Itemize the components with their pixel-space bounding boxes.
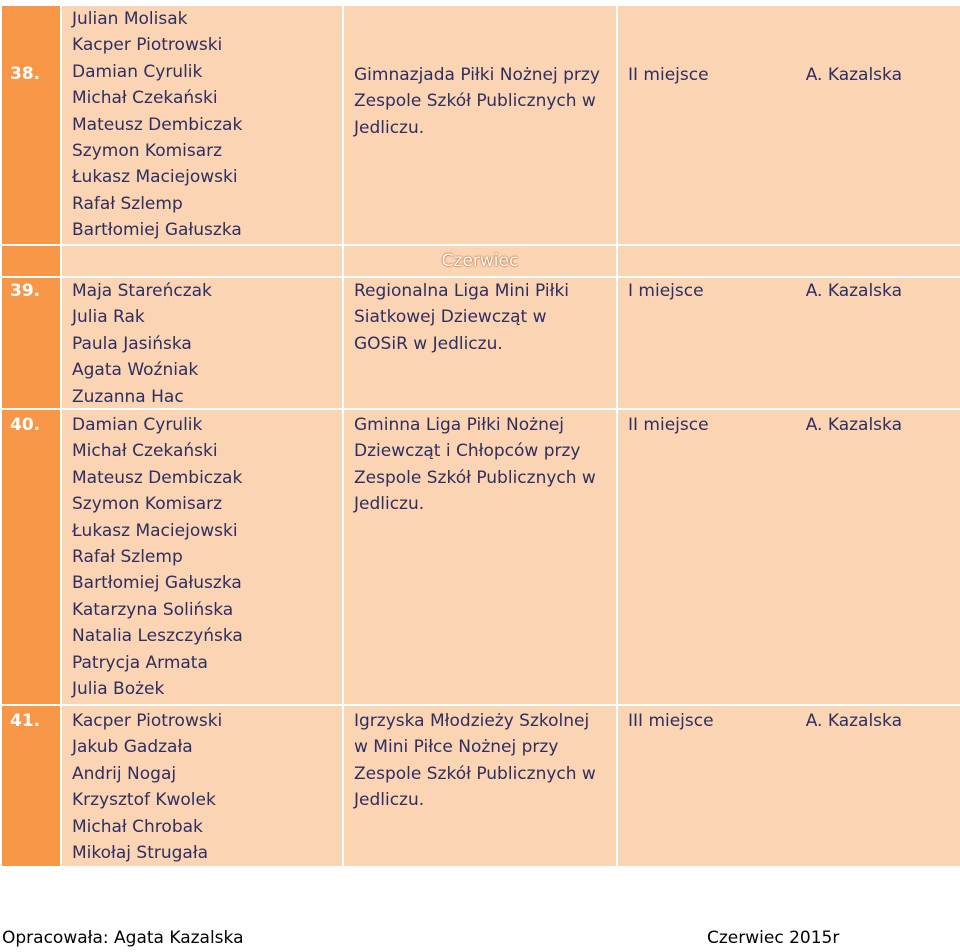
result-cell: [618, 6, 960, 244]
names-list: [72, 412, 243, 702]
number-cell: [2, 6, 60, 244]
row-number: 39.: [10, 281, 41, 301]
student-name: Michał Czekański: [72, 88, 218, 109]
place-text: I miejsce: [628, 281, 704, 301]
event-description: [354, 278, 569, 357]
teacher-name: A. Kazalska: [805, 65, 902, 85]
month-row-result-cell: [618, 246, 960, 276]
student-name: Natalia Leszczyńska: [72, 626, 243, 647]
number-cell: [2, 410, 60, 704]
event-line: Zespole Szkół Publicznych w: [354, 763, 596, 784]
student-name: Patrycja Armata: [72, 652, 208, 673]
event-line: Zespole Szkół Publicznych w: [354, 91, 596, 112]
event-line: Gimnazjada Piłki Nożnej przy: [354, 65, 600, 85]
student-name: Krzysztof Kwolek: [72, 790, 216, 811]
footer-date: Czerwiec 2015r: [707, 928, 840, 948]
number-cell: [2, 706, 60, 866]
student-name: Maja Stareńczak: [72, 281, 212, 301]
teacher-name: A. Kazalska: [805, 415, 902, 435]
place-text: II miejsce: [628, 65, 709, 85]
event-description: [354, 62, 600, 141]
event-cell: [344, 706, 616, 866]
row-number: 38.: [10, 64, 41, 84]
names-list: [72, 708, 222, 866]
student-name: Mateusz Dembiczak: [72, 467, 243, 488]
names-cell: [62, 706, 342, 866]
student-name: Bartłomiej Gałuszka: [72, 573, 242, 594]
event-line: Jedliczu.: [354, 494, 425, 515]
student-name: Damian Cyrulik: [72, 415, 203, 435]
event-line: Zespole Szkół Publicznych w: [354, 467, 596, 488]
names-cell: [62, 410, 342, 704]
student-name: Michał Czekański: [72, 441, 218, 462]
student-name: Łukasz Maciejowski: [72, 520, 238, 541]
place-text: II miejsce: [628, 415, 709, 435]
event-line: w Mini Piłce Nożnej przy: [354, 737, 559, 758]
result-cell: [618, 706, 960, 866]
event-cell: [344, 278, 616, 408]
result-cell: [618, 410, 960, 704]
event-line: Gminna Liga Piłki Nożnej: [354, 415, 565, 435]
names-list: [72, 278, 212, 410]
student-name: Jakub Gadzała: [72, 737, 193, 758]
student-name: Agata Woźniak: [72, 360, 199, 381]
event-description: [354, 412, 596, 518]
student-name: Michał Chrobak: [72, 816, 203, 837]
month-row-number-cell: [2, 246, 60, 276]
student-name: Damian Cyrulik: [72, 61, 203, 82]
student-name: Mateusz Dembiczak: [72, 114, 243, 135]
event-line: Jedliczu.: [354, 117, 425, 138]
student-name: Julia Rak: [72, 307, 145, 328]
event-line: Siatkowej Dziewcząt w: [354, 307, 547, 328]
student-name: Rafał Szlemp: [72, 193, 183, 214]
event-line: Jedliczu.: [354, 790, 425, 811]
event-cell: [344, 410, 616, 704]
student-name: Szymon Komisarz: [72, 494, 223, 515]
footer-author: Opracowała: Agata Kazalska: [2, 928, 244, 948]
row-number: 40.: [10, 415, 41, 435]
student-name: Kacper Piotrowski: [72, 711, 223, 731]
student-name: Szymon Komisarz: [72, 141, 223, 162]
month-row-names-cell: [62, 246, 342, 276]
student-name: Julia Bożek: [72, 679, 165, 700]
names-cell: [62, 278, 342, 408]
event-description: [354, 708, 596, 814]
student-name: Andrij Nogaj: [72, 763, 177, 784]
student-name: Julian Molisak: [72, 9, 188, 29]
month-cell: [344, 246, 616, 276]
event-cell: [344, 6, 616, 244]
row-number: 41.: [10, 711, 41, 731]
student-name: Mikołaj Strugała: [72, 843, 209, 864]
event-line: Dziewcząt i Chłopców przy: [354, 441, 581, 462]
event-line: Igrzyska Młodzieży Szkolnej: [354, 711, 590, 731]
event-line: Regionalna Liga Mini Piłki: [354, 281, 570, 301]
names-cell: [62, 6, 342, 244]
place-text: III miejsce: [628, 711, 714, 731]
result-cell: [618, 278, 960, 408]
month-heading: Czerwiec: [441, 251, 519, 271]
student-name: Paula Jasińska: [72, 333, 192, 354]
student-name: Kacper Piotrowski: [72, 35, 223, 56]
student-name: Łukasz Maciejowski: [72, 167, 238, 188]
teacher-name: A. Kazalska: [805, 711, 902, 731]
student-name: Bartłomiej Gałuszka: [72, 220, 242, 241]
event-line: GOSiR w Jedliczu.: [354, 333, 503, 354]
student-name: Zuzanna Hac: [72, 386, 184, 407]
number-cell: [2, 278, 60, 408]
student-name: Katarzyna Solińska: [72, 599, 234, 620]
teacher-name: A. Kazalska: [805, 281, 902, 301]
student-name: Rafał Szlemp: [72, 547, 183, 568]
names-list: [72, 6, 242, 244]
